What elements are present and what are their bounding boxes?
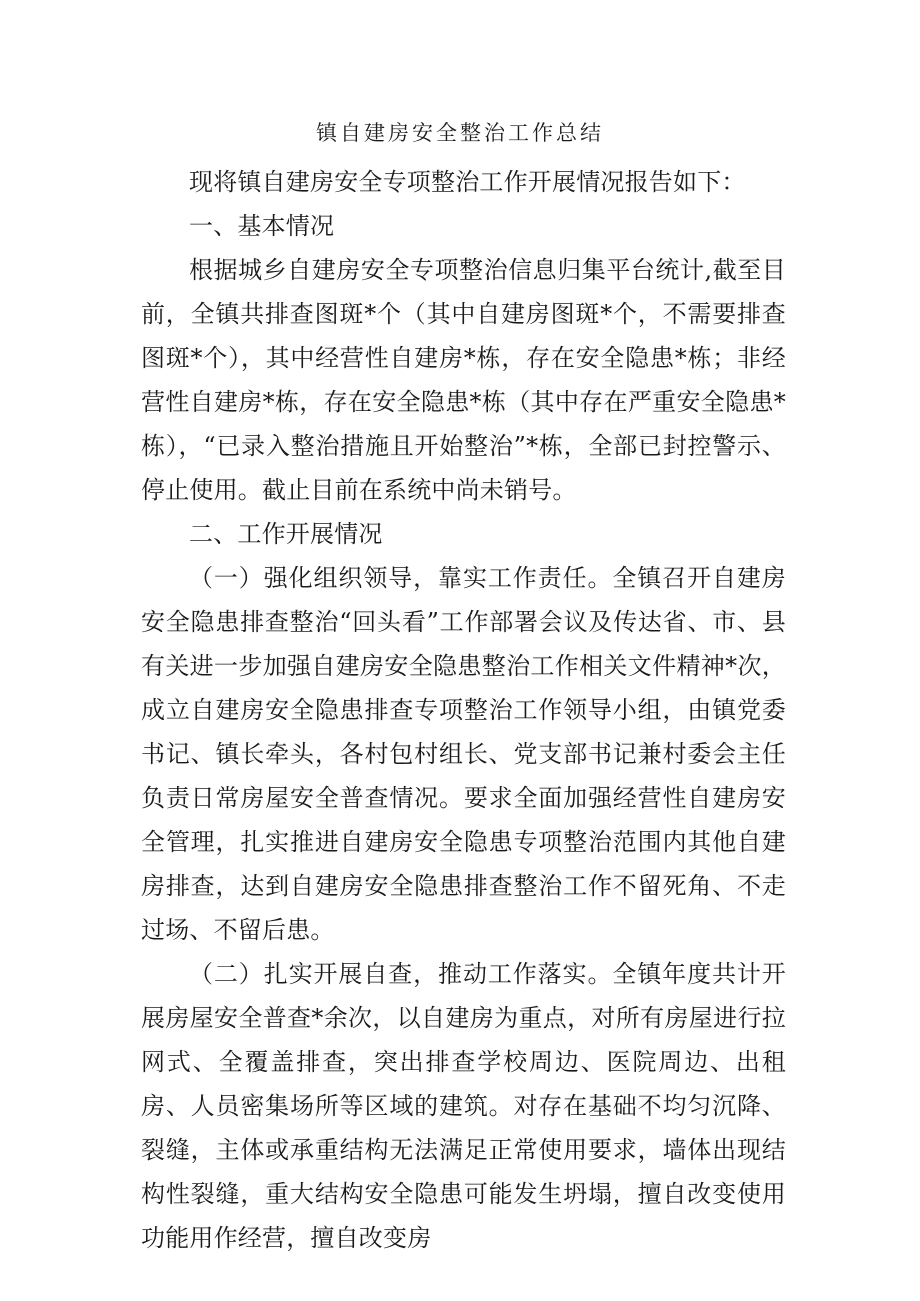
section-heading-work: 二、工作开展情况	[189, 520, 383, 548]
paragraph-organization: （一）强化组织领导，靠实工作责任。全镇召开自建房安全隐患排查整治“回头看”工作部署会议及传达省、市、县有关进一步加强自建房安全隐患整治工作相关文件精神*次，成立自建房安全隐患排查专项整治工作领导小组，由镇党委书记、镇长牵头，各村包村组长、党支部书记兼村委会主任负责日常房屋安全普查情况。要求全面加强经营性自建房安全管理，扎实推进自建房安全隐患专项整治范围内其他自建房排查，达到自建房安全隐患排查整治工作不留死角、不走过场、不留后患。	[141, 564, 786, 944]
paragraph-basic-situation: 根据城乡自建房安全专项整治信息归集平台统计,截至目前，全镇共排查图斑*个（其中自建房图斑*个，不需要排查图斑*个），其中经营性自建房*栋，存在安全隐患*栋；非经营性自建房*栋，存在安全隐患*栋（其中存在严重安全隐患*栋），“已录入整治措施且开始整治”*栋，全部已封控警示、停止使用。截止目前在系统中尚未销号。	[141, 256, 786, 504]
section-heading-basic: 一、基本情况	[189, 212, 335, 240]
document-title: 镇自建房安全整治工作总结	[316, 121, 604, 145]
intro-paragraph: 现将镇自建房安全专项整治工作开展情况报告如下：	[189, 168, 746, 196]
paragraph-self-inspection: （二）扎实开展自查，推动工作落实。全镇年度共计开展房屋安全普查*余次，以自建房为重点，对所有房屋进行拉网式、全覆盖排查，突出排查学校周边、医院周边、出租房、人员密集场所等区域的建筑。对存在基础不均匀沉降、裂缝，主体或承重结构无法满足正常使用要求，墙体出现结构性裂缝，重大结构安全隐患可能发生坍塌，擅自改变使用功能用作经营，擅自改变房	[141, 960, 786, 1252]
document-body	[141, 160, 786, 1260]
